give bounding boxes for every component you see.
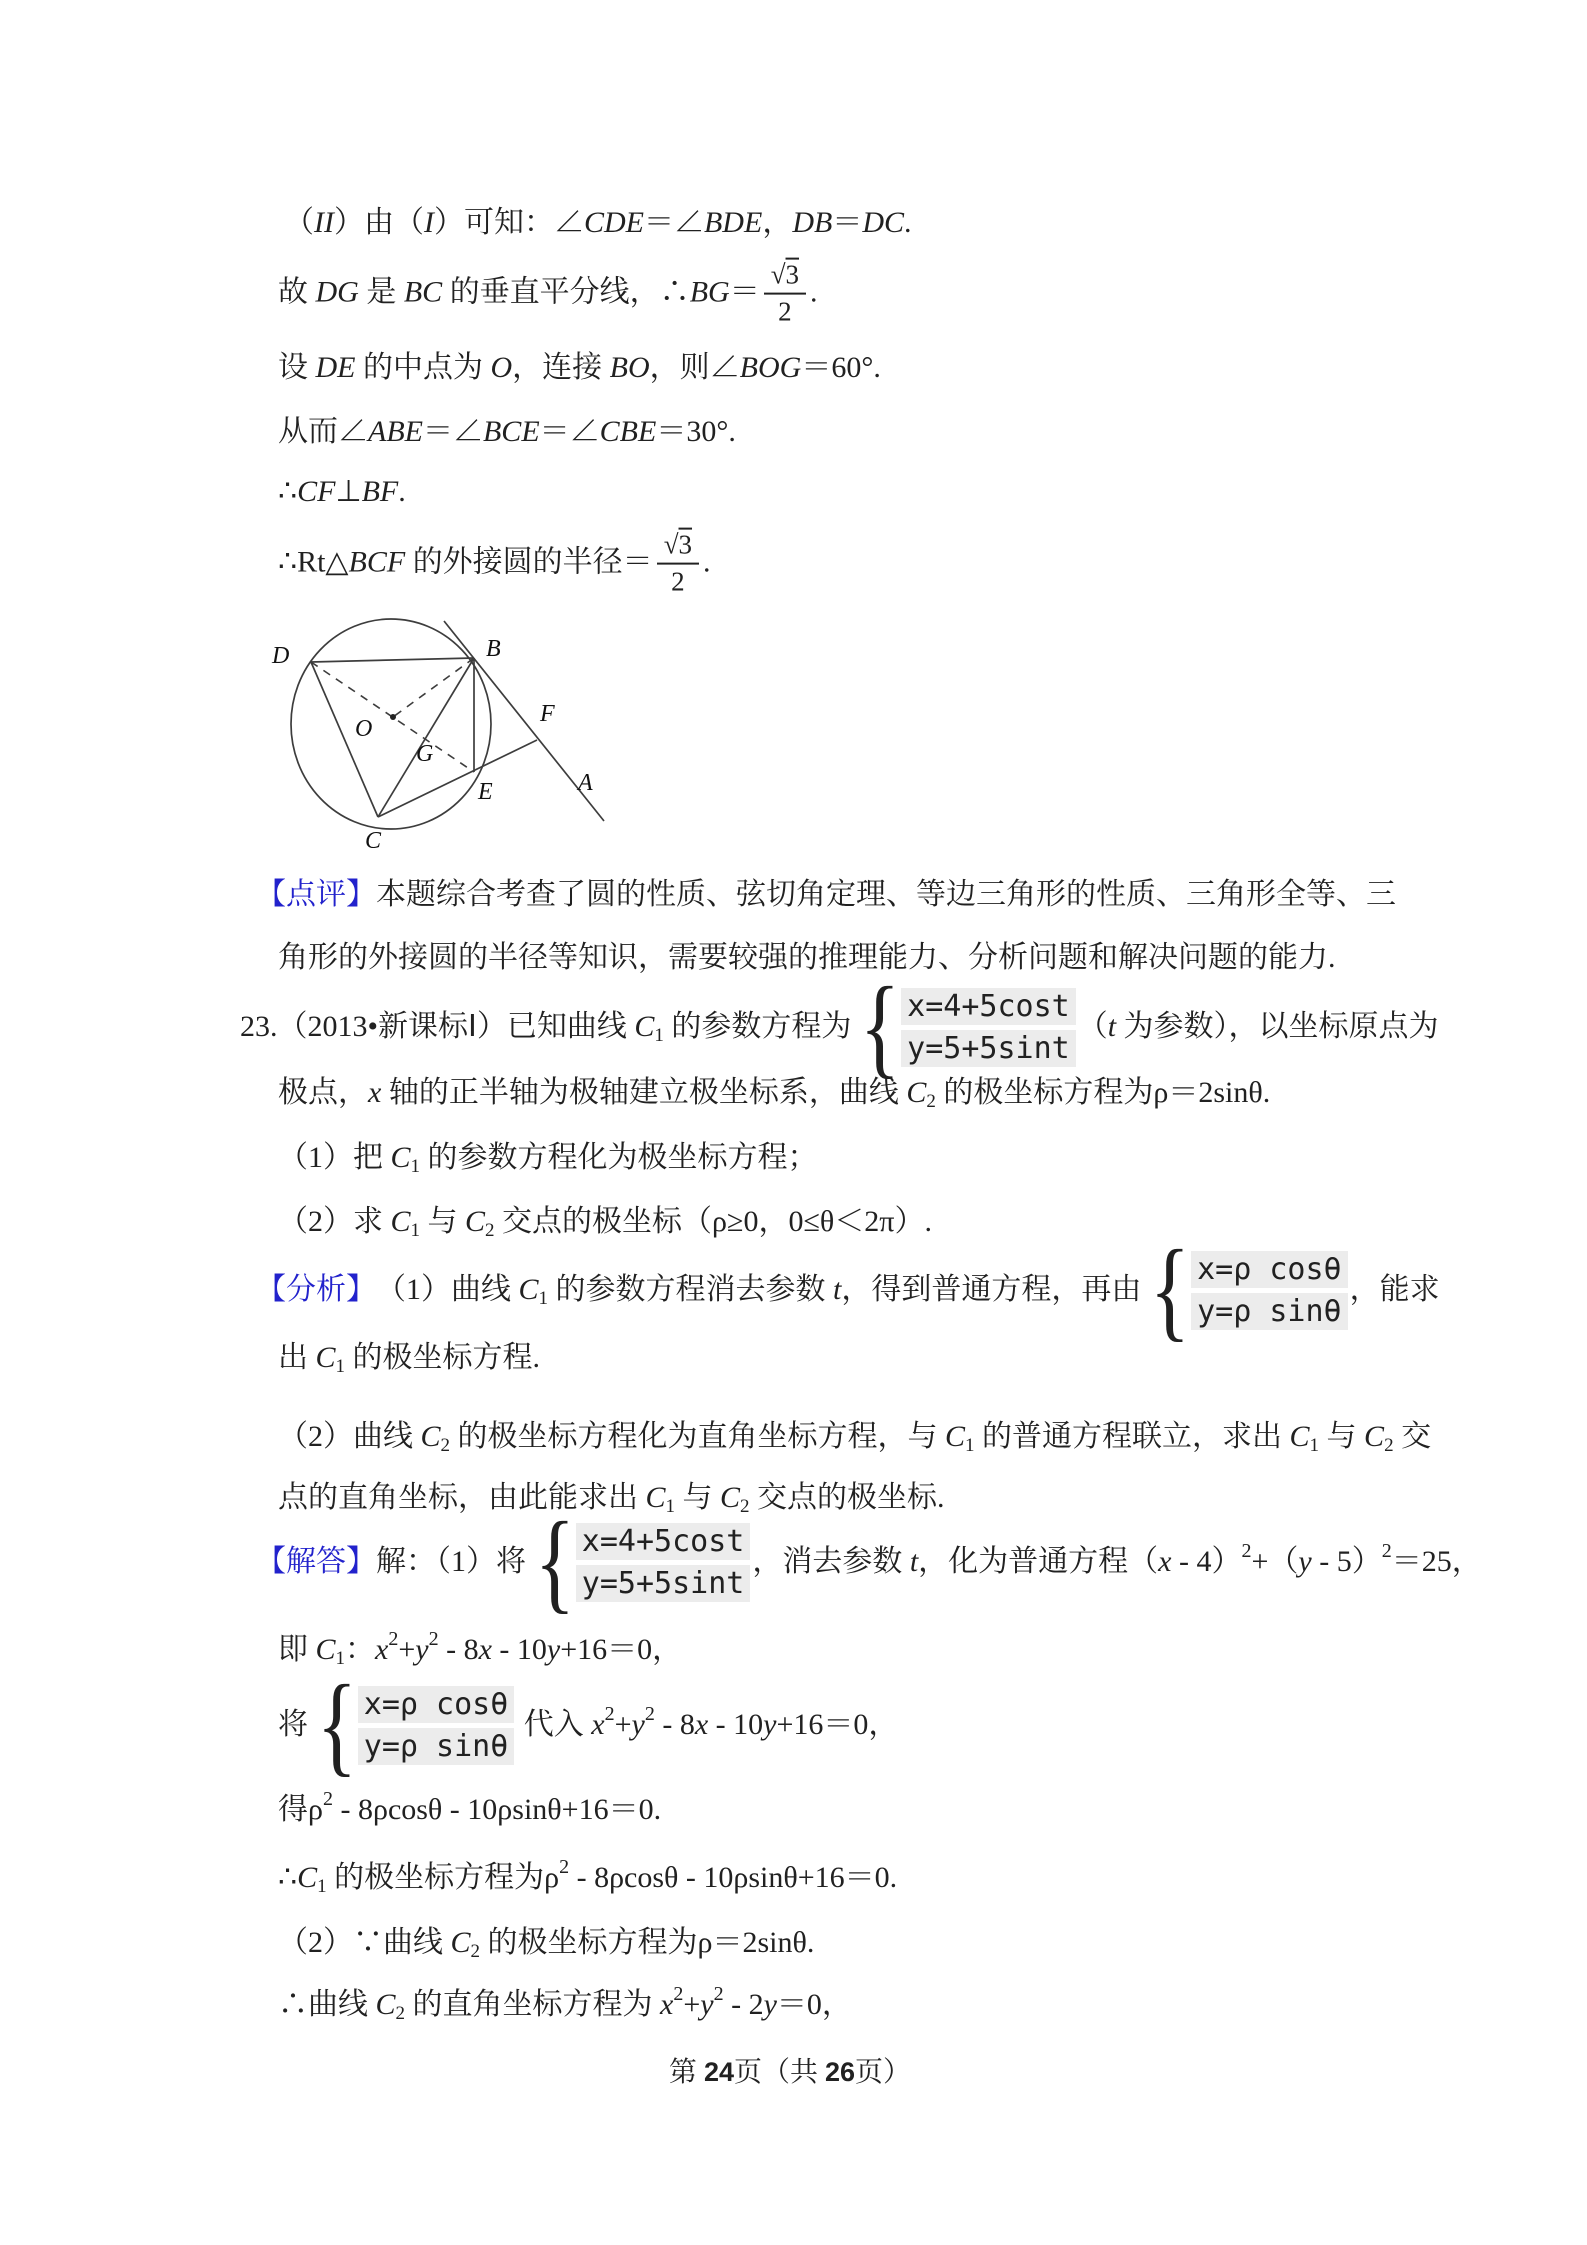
text-run: 的极坐标方程为ρ [326, 1860, 560, 1894]
label-B: B [486, 636, 501, 662]
text-run: （2）∵曲线 [278, 1925, 451, 1959]
equation-row: y=ρ sinθ [358, 1728, 515, 1765]
text-run: ，得到普通方程，再由 [841, 1272, 1142, 1306]
text-run: ，化为普通方程（ [918, 1544, 1159, 1578]
equation-system [853, 965, 1075, 1089]
text-run: 的外接圆的半径＝ [405, 545, 653, 579]
text-run: 极点， [278, 1075, 368, 1109]
line-analysis-1 [256, 1228, 1440, 1352]
text-run: ＝25， [1391, 1544, 1482, 1578]
subscript: 2 [1384, 1435, 1394, 1457]
text-run: 得ρ [278, 1792, 323, 1826]
math-run: x [591, 1707, 605, 1741]
math-run: x [1158, 1544, 1172, 1578]
math-run: t [833, 1272, 842, 1306]
equation-system [1143, 1228, 1347, 1352]
text-run: ∴曲线 [278, 1987, 376, 2021]
label-O: O [355, 716, 373, 742]
text-run: 本题综合考查了圆的性质、弦切角定理、等边三角形的性质、三角形全等、三 [376, 877, 1396, 911]
math-run: DE [315, 350, 356, 384]
subscript: 2 [740, 1496, 750, 1518]
text-run: . [810, 275, 818, 309]
page-footer [669, 2050, 911, 2090]
text-run: +（ [1251, 1544, 1299, 1578]
text-run: 交 [1393, 1419, 1432, 1453]
text-run: ∴ [278, 474, 298, 508]
text-run: ＝0， [776, 1987, 852, 2021]
equation-system [310, 1663, 514, 1787]
line-question-2 [278, 1205, 932, 1240]
equation-row: x=ρ cosθ [1191, 1251, 1348, 1288]
line-solution-6 [278, 1926, 814, 1961]
math-run: BO [609, 350, 650, 384]
math-run: x [694, 1707, 709, 1741]
line-cf-perp-bf [278, 475, 406, 510]
text-run: - 8 [438, 1632, 479, 1666]
math-run: C [315, 1632, 336, 1666]
footer-text: 第 [668, 2057, 704, 2088]
math-run: C [518, 1272, 539, 1306]
math-run: C [1364, 1419, 1385, 1453]
equation-row: y=5+5sint [901, 1030, 1076, 1067]
math-run: C [720, 1480, 741, 1514]
text-run: （ [1077, 1009, 1108, 1043]
text-run: 的中点为 [355, 350, 491, 384]
math-run: x [660, 1987, 674, 2021]
math-run: x [478, 1632, 492, 1666]
brace-glyph: { [860, 965, 901, 1089]
text-run: ⊥ [335, 474, 362, 508]
subscript: 1 [410, 1220, 421, 1242]
line-solution-1 [256, 1500, 1482, 1624]
line-solution-7 [278, 1982, 852, 2025]
math-run: CF [297, 474, 336, 508]
label-C: C [365, 828, 382, 854]
math-run: BCE [482, 414, 540, 448]
label-F: F [540, 701, 555, 727]
label-A: A [578, 770, 593, 796]
math-run: C [390, 1140, 411, 1174]
text-run: （ [284, 205, 314, 239]
line-problem-23 [240, 965, 1439, 1089]
text-run: 与 [1319, 1419, 1365, 1453]
text-run: ＝∠ [539, 414, 600, 448]
line-perp-bisector [278, 258, 818, 329]
segment-BO-dashed [393, 658, 474, 717]
text-run: 的直角坐标方程为 [405, 1987, 661, 2021]
math-run: DG [315, 275, 359, 309]
brace-glyph: { [534, 1500, 576, 1624]
text-run: 解：（1）将 [376, 1544, 526, 1578]
text-run: 与 [420, 1204, 466, 1238]
text-run: 的极坐标方程为ρ＝2sinθ. [935, 1075, 1271, 1109]
subscript: 2 [440, 1435, 451, 1457]
math-run: t [909, 1544, 919, 1578]
footer-total-pages: 26 [825, 2057, 856, 2087]
math-run: y [763, 1987, 777, 2021]
math-run: y [1298, 1544, 1312, 1578]
brace-glyph: { [316, 1663, 358, 1787]
math-run: y [700, 1987, 714, 2021]
fraction: $\frac{√3}{2}$ [764, 258, 806, 329]
text-run: ＝60°. [801, 350, 881, 384]
brace-glyph: { [1150, 1228, 1191, 1352]
math-run: CDE [583, 205, 644, 239]
text-run: 故 [278, 275, 316, 309]
superscript: 2 [1381, 1539, 1392, 1562]
math-run: DC [862, 205, 904, 239]
line-angles-30 [278, 415, 736, 450]
superscript: 2 [644, 1702, 655, 1725]
math-run: ABE [368, 414, 423, 448]
math-run: C [375, 1987, 396, 2021]
text-run: 交点的极坐标. [749, 1480, 945, 1514]
equation-row: y=ρ sinθ [1191, 1293, 1348, 1330]
line-midpoint-O [278, 351, 881, 386]
text-run: ： [345, 1632, 376, 1666]
equation-row: x=ρ cosθ [358, 1686, 515, 1723]
text-run: + [614, 1707, 632, 1741]
text-run: 的参数方程消去参数 [548, 1272, 834, 1306]
text-run: . [703, 545, 711, 579]
subscript: 1 [335, 1356, 346, 1378]
text-run: - 8 [654, 1707, 695, 1741]
text-run: （2）曲线 [278, 1419, 421, 1453]
subscript: 1 [538, 1288, 549, 1310]
math-run: C [945, 1419, 966, 1453]
text-run: 的极坐标方程为ρ＝2sinθ. [480, 1925, 815, 1959]
text-run: 从而∠ [278, 414, 368, 448]
line-analysis-3 [278, 1420, 1431, 1455]
text-run: - 8ρcosθ - 10ρsinθ+16＝0. [569, 1860, 898, 1894]
math-run: C [465, 1204, 486, 1238]
text-run: . [904, 205, 912, 239]
subscript: 1 [335, 1648, 346, 1670]
superscript: 2 [673, 1982, 684, 2005]
text-run: ∴Rt△ [278, 545, 349, 579]
text-run: ）由（ [333, 205, 424, 239]
math-run: BCF [348, 545, 406, 579]
subscript: 2 [926, 1091, 936, 1113]
math-run: BG [689, 275, 730, 309]
subscript: 2 [395, 2003, 406, 2025]
section-label: 【分析】 [256, 1272, 376, 1306]
line-solution-4 [278, 1787, 662, 1828]
text-run: ， [762, 205, 793, 239]
text-run: 为参数），以坐标原点为 [1116, 1009, 1439, 1043]
subscript: 1 [410, 1156, 421, 1178]
text-run: 的极坐标方程化为直角坐标方程，与 [450, 1419, 946, 1453]
superscript: 2 [322, 1787, 333, 1810]
text-run: ＝∠ [643, 205, 704, 239]
fraction: $\frac{√3}{2}$ [657, 528, 699, 599]
math-run: y [763, 1707, 777, 1741]
math-run: C [1289, 1419, 1310, 1453]
text-run: . [398, 474, 406, 508]
line-solution-3 [278, 1663, 899, 1787]
math-run: t [1107, 1009, 1117, 1043]
label-E: E [478, 779, 493, 805]
math-run: C [297, 1860, 318, 1894]
math-run: y [415, 1632, 429, 1666]
text-run: ，消去参数 [752, 1544, 910, 1578]
text-run: 的参数方程化为极坐标方程； [420, 1140, 818, 1174]
text-run: - 8ρcosθ - 10ρsinθ+16＝0. [332, 1792, 662, 1826]
text-run: 轴的正半轴为极轴建立极坐标系，曲线 [381, 1075, 907, 1109]
line-question-1 [278, 1141, 818, 1176]
text-run: - 2 [723, 1987, 764, 2021]
text-run: + [683, 1987, 701, 2021]
subscript: 1 [654, 1025, 664, 1047]
math-run: C [634, 1009, 655, 1043]
text-run: ，则∠ [649, 350, 740, 384]
label-D: D [272, 643, 290, 669]
text-run: +16＝0， [560, 1632, 683, 1666]
math-run: x [375, 1632, 389, 1666]
text-run: ＝ [729, 275, 760, 309]
text-run: +16＝0， [776, 1707, 899, 1741]
text-run: ∴ [278, 1860, 298, 1894]
line-analysis-2 [278, 1341, 540, 1376]
subscript: 2 [470, 1941, 481, 1963]
subscript: 1 [965, 1435, 975, 1457]
label-G: G [416, 741, 434, 767]
math-run: C [450, 1925, 471, 1959]
text-run: （2）求 [278, 1204, 391, 1238]
text-run: ＝ [832, 205, 863, 239]
section-label: 【解答】 [256, 1544, 376, 1578]
text-run: （1）把 [278, 1140, 391, 1174]
center-dot-O [390, 714, 396, 720]
line-comment-1 [256, 878, 1396, 913]
superscript: 2 [428, 1627, 439, 1650]
subscript: 2 [485, 1220, 495, 1242]
text-run: - 5） [1311, 1544, 1382, 1578]
text-run: 即 [278, 1632, 316, 1666]
text-run: （1）曲线 [376, 1272, 519, 1306]
math-run: C [906, 1075, 927, 1109]
geometry-figure [250, 598, 630, 866]
math-run: C [645, 1480, 666, 1514]
text-run: ＝∠ [422, 414, 483, 448]
equation-row: y=5+5sint [576, 1565, 751, 1602]
segment-DB [311, 658, 474, 662]
math-run: y [546, 1632, 561, 1666]
superscript: 2 [604, 1702, 615, 1725]
text-run: 出 [278, 1340, 316, 1374]
text-run: 设 [278, 350, 316, 384]
text-run: - 10 [708, 1707, 764, 1741]
equation-row: x=4+5cost [576, 1523, 751, 1560]
line-comment-2 [278, 941, 1336, 976]
math-run: I [423, 205, 434, 239]
text-run: 角形的外接圆的半径等知识，需要较强的推理能力、分析问题和解决问题的能力. [278, 940, 1336, 974]
text-run: 的极坐标方程. [345, 1340, 541, 1374]
equation-row: x=4+5cost [901, 988, 1076, 1025]
text-run: ＝30°. [656, 414, 736, 448]
math-run: C [390, 1204, 411, 1238]
superscript: 2 [1241, 1539, 1252, 1562]
line-circumradius [278, 528, 711, 599]
text-run: 的垂直平分线，∴ [442, 275, 690, 309]
math-run: y [631, 1707, 645, 1741]
subscript: 1 [665, 1496, 676, 1518]
text-run: 的普通方程联立，求出 [974, 1419, 1290, 1453]
text-run: ，能求 [1349, 1272, 1440, 1306]
text-run: - 4） [1171, 1544, 1242, 1578]
text-run: - 10 [491, 1632, 547, 1666]
line-problem-23b [278, 1076, 1270, 1111]
math-run: C [315, 1340, 336, 1374]
superscript: 2 [559, 1855, 570, 1878]
text-run: 是 [358, 275, 404, 309]
math-run: CBE [599, 414, 657, 448]
superscript: 2 [388, 1627, 399, 1650]
text-run: + [398, 1632, 416, 1666]
math-run: BC [403, 275, 443, 309]
math-run: II [314, 205, 334, 239]
math-run: BOG [739, 350, 802, 384]
section-label: 【点评】 [256, 877, 376, 911]
line-solution-5 [278, 1855, 898, 1898]
circle-outline [291, 619, 491, 829]
math-run: DB [792, 205, 833, 239]
subscript: 1 [1309, 1435, 1320, 1457]
text-run: ）可知：∠ [433, 205, 584, 239]
math-run: C [420, 1419, 441, 1453]
text-run: 23.（2013•新课标Ⅰ）已知曲线 [240, 1009, 635, 1043]
subscript: 1 [317, 1876, 327, 1898]
superscript: 2 [713, 1982, 724, 2005]
line-analysis-4 [278, 1481, 945, 1516]
text-run: 与 [675, 1480, 721, 1514]
footer-text: 页（共 [733, 2057, 826, 2088]
text-run: 点的直角坐标，由此能求出 [278, 1480, 646, 1514]
text-run: ，连接 [512, 350, 610, 384]
math-run: BDE [703, 205, 763, 239]
line-part2-intro [284, 206, 912, 241]
equation-system [528, 1500, 750, 1624]
text-run: 将 [278, 1707, 308, 1741]
footer-text: 页） [855, 2057, 912, 2088]
math-run: O [490, 350, 513, 384]
math-run: BF [361, 474, 399, 508]
text-run: 交点的极坐标（ρ≥0，0≤θ＜2π）. [494, 1204, 932, 1238]
text-run: 的参数方程为 [663, 1009, 852, 1043]
footer-page-number: 24 [703, 2057, 734, 2087]
text-run: 代入 [516, 1707, 592, 1741]
math-run: x [368, 1075, 382, 1109]
